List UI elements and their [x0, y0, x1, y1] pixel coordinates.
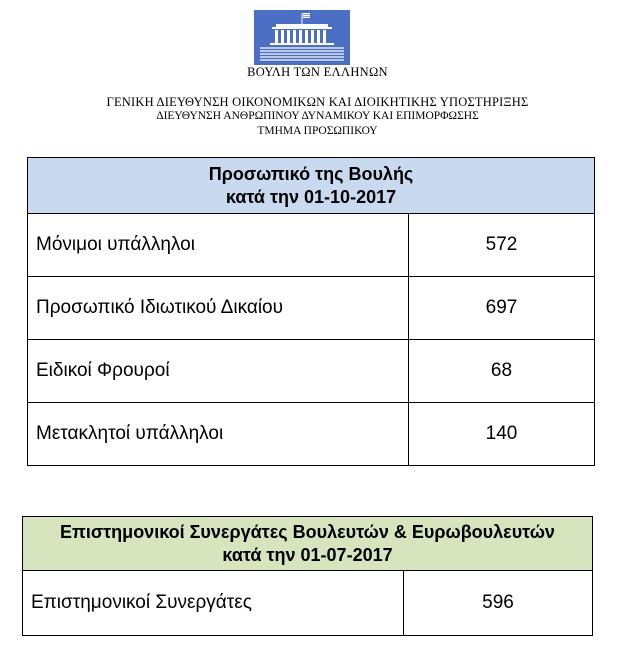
- row-value: 140: [409, 403, 595, 466]
- staff-table-title: Προσωπικό της Βουλής: [208, 163, 414, 184]
- directorate: ΔΙΕΥΘΥΝΣΗ ΑΝΘΡΩΠΙΝΟΥ ΔΥΝΑΜΙΚΟΥ ΚΑΙ ΕΠΙΜΟΡΦΩΣΗΣ: [156, 110, 479, 122]
- table-row: [28, 214, 595, 277]
- assistants-table-title: Επιστημονικοί Συνεργάτες Βουλευτών & Ευρωβουλευτών: [60, 521, 555, 542]
- row-label: Ειδικοί Φρουροί: [28, 340, 409, 403]
- general-directorate: ΓΕΝΙΚΗ ΔΙΕΥΘΥΝΣΗ ΟΙΚΟΝΟΜΙΚΩΝ ΚΑΙ ΔΙΟΙΚΗΤΙΚΗΣ ΥΠΟΣΤΗΡΙΞΗΣ: [106, 95, 529, 109]
- row-label: Μόνιμοι υπάλληλοι: [28, 214, 409, 277]
- table-row: [28, 403, 595, 466]
- row-label: Επιστημονικοί Συνεργάτες: [23, 571, 404, 636]
- row-value: 596: [404, 571, 593, 636]
- parliament-logo: [254, 10, 350, 65]
- department: ΤΜΗΜΑ ΠΡΟΣΩΠΙΚΟΥ: [257, 125, 378, 137]
- table-row: [23, 571, 593, 636]
- row-value: 697: [409, 277, 595, 340]
- table-row: [28, 277, 595, 340]
- staff-table-header: [28, 158, 595, 214]
- organization-name: ΒΟΥΛΗ ΤΩΝ ΕΛΛΗΝΩΝ: [247, 65, 388, 79]
- row-value: 572: [409, 214, 595, 277]
- table-row: [28, 340, 595, 403]
- staff-table: [27, 157, 595, 466]
- row-label: Προσωπικό Ιδιωτικού Δικαίου: [28, 277, 409, 340]
- assistants-table: [22, 516, 593, 636]
- row-value: 68: [409, 340, 595, 403]
- row-label: Μετακλητοί υπάλληλοι: [28, 403, 409, 466]
- assistants-table-subtitle: κατά την 01-07-2017: [222, 544, 393, 565]
- staff-table-subtitle: κατά την 01-10-2017: [225, 186, 397, 207]
- assistants-table-header: [23, 517, 593, 571]
